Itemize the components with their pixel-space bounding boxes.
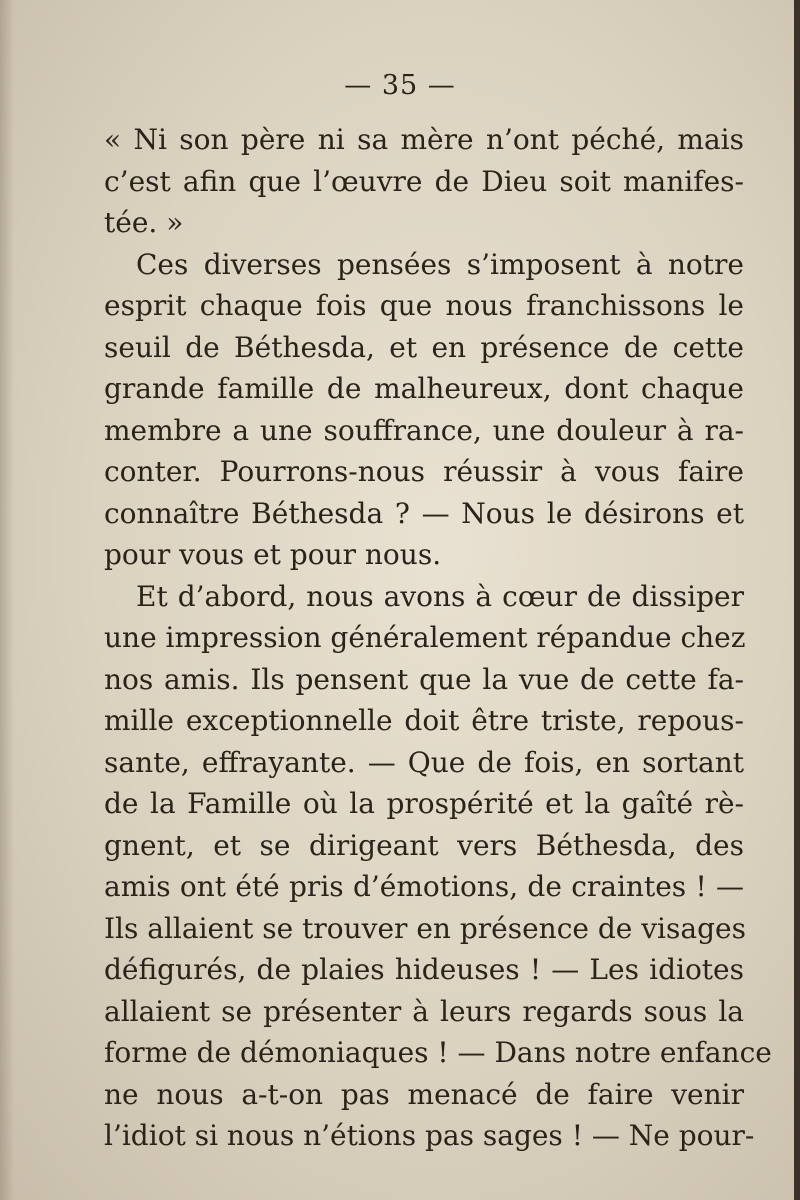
- text-line: Et d’abord, nous avons à cœur de dissiper: [136, 579, 744, 613]
- page-left-shadow: [0, 0, 14, 1200]
- text-line: Ils allaient se trouver en présence de visages: [104, 911, 746, 945]
- text-line: forme de démoniaques ! — Dans notre enfance: [104, 1036, 772, 1069]
- page-number: — 35 —: [344, 70, 456, 101]
- text-line: esprit chaque fois que nous franchissons le: [104, 289, 744, 322]
- text-line: mille exceptionnelle doit être triste, repous-: [104, 704, 744, 737]
- text-line: seuil de Béthesda, et en présence de cette: [104, 330, 744, 364]
- text-line: amis ont été pris d’émotions, de craintes ! —: [104, 870, 744, 903]
- text-line: pour vous et pour nous.: [104, 538, 442, 571]
- text-line: une impression généralement répandue chez: [104, 621, 746, 654]
- text-line: c’est afin que l’œuvre de Dieu soit manifes-: [104, 164, 744, 198]
- text-line: ne nous a-t-on pas menacé de faire venir: [104, 1077, 744, 1111]
- text-line: « Ni son père ni sa mère n’ont péché, mais: [104, 123, 744, 156]
- text-line: allaient se présenter à leurs regards sous la: [104, 994, 744, 1028]
- text-line: défigurés, de plaies hideuses ! — Les idiotes: [104, 953, 744, 986]
- text-line: Ces diverses pensées s’imposent à notre: [136, 247, 744, 281]
- text-line: nos amis. Ils pensent que la vue de cette fa-: [104, 662, 744, 696]
- text-line: de la Famille où la prospérité et la gaîté rè-: [104, 787, 744, 820]
- body-text: [104, 119, 772, 1157]
- text-line: membre a une souffrance, une douleur à ra-: [104, 413, 744, 447]
- text-line: l’idiot si nous n’étions pas sages ! — Ne pour-: [104, 1119, 755, 1152]
- text-line: gnent, et se dirigeant vers Béthesda, des: [104, 828, 744, 862]
- text-line: sante, effrayante. — Que de fois, en sortant: [104, 745, 744, 779]
- text-line: tée. »: [104, 206, 184, 239]
- text-line: grande famille de malheureux, dont chaque: [104, 372, 744, 405]
- text-line: conter. Pourrons-nous réussir à vous faire: [104, 455, 744, 488]
- text-line: connaître Béthesda ? — Nous le désirons et: [104, 496, 744, 530]
- page-right-edge: [794, 0, 800, 1200]
